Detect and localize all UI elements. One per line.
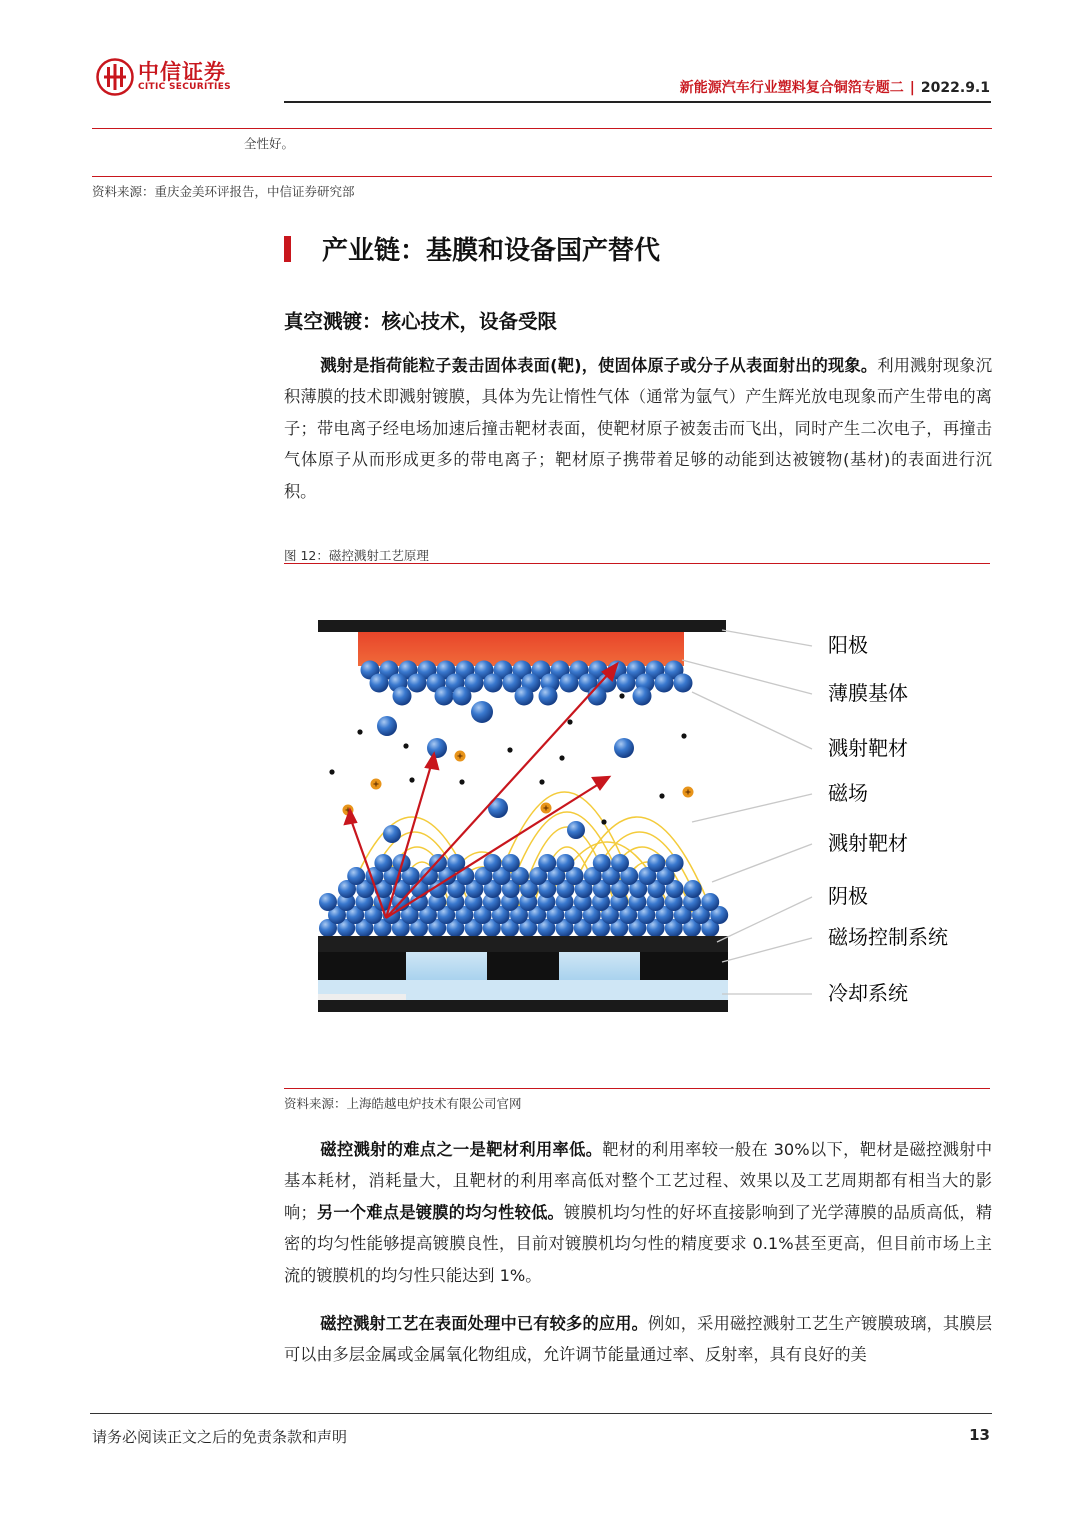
target-particles xyxy=(319,854,728,937)
target-particle xyxy=(556,854,574,872)
electron xyxy=(357,729,362,734)
substrate-particle xyxy=(539,687,558,706)
source-note-2: 资料来源：上海皓越电炉技术有限公司官网 xyxy=(284,1096,522,1111)
paragraph-2-text-2: 镀膜机均匀性的好坏直接影响到了光学薄膜的品质高低，精密的均匀性能够提高镀膜良性，目前对镀膜机均匀性的精度要求 0.1%甚至更高，但目前市场上主流的镀膜机的均匀性只能达到 1%。 xyxy=(284,1202,993,1285)
substrate-particle xyxy=(560,674,579,693)
leader-line xyxy=(717,897,812,942)
header-rule xyxy=(284,101,991,103)
sputtered-atom xyxy=(488,798,508,818)
figure-label: 磁场 xyxy=(828,781,868,805)
leader-line xyxy=(692,692,812,749)
section-title: 产业链：基膜和设备国产替代 xyxy=(322,236,661,266)
target-particle xyxy=(484,854,502,872)
figure-label: 阴极 xyxy=(828,884,868,908)
paragraph-1 xyxy=(284,350,992,507)
report-title-text: 新能源汽车行业塑料复合铜箔专题二 xyxy=(679,80,904,96)
electron xyxy=(403,743,408,748)
logo-chinese-name: 中信证券 xyxy=(138,60,226,84)
substrate-particle xyxy=(674,674,693,693)
paragraph-3 xyxy=(284,1308,992,1371)
substrate-particle xyxy=(655,674,674,693)
section-marker xyxy=(284,236,291,262)
magnetron-sputtering-diagram xyxy=(312,612,992,1032)
footer-rule xyxy=(90,1413,992,1414)
electron xyxy=(539,779,544,784)
electron xyxy=(681,733,686,738)
diagram-graphics xyxy=(318,620,812,1012)
paragraph-2-text-1: 靶材的利用率较一般在 30%以下，靶材是磁控溅射中基本耗材，消耗量大，且靶材的利用率高低对整个工艺过程、效果以及工艺周期都有相当大的影响； xyxy=(284,1140,993,1222)
electron xyxy=(459,779,464,784)
target-particle xyxy=(684,880,702,898)
figure-label: 磁场控制系统 xyxy=(828,925,948,949)
figure-bottom-rule xyxy=(284,1088,990,1089)
electron xyxy=(329,769,334,774)
figure-label: 阳极 xyxy=(828,633,868,657)
source-note-1: 资料来源：重庆金美环评报告，中信证券研究部 xyxy=(92,184,355,199)
electron xyxy=(567,719,572,724)
leader-line xyxy=(722,938,812,962)
leader-line xyxy=(692,794,812,822)
electron xyxy=(659,793,664,798)
figure-caption: 图 12：磁控溅射工艺原理 xyxy=(284,548,429,563)
citic-logo-icon xyxy=(96,58,134,96)
paragraph-2-bold-1: 磁控溅射的难点之一是靶材利用率低。 xyxy=(320,1140,603,1159)
electron xyxy=(559,755,564,760)
target-particle xyxy=(701,893,719,911)
logo-english-name: CITIC SECURITIES xyxy=(138,82,231,92)
title-separator: | xyxy=(909,80,915,96)
paragraph-3-bold: 磁控溅射工艺在表面处理中已有较多的应用。 xyxy=(320,1314,649,1333)
paragraph-1-bold: 溅射是指荷能粒子轰击固体表面(靶)，使固体原子或分子从表面射出的现象。 xyxy=(320,356,878,375)
target-particle xyxy=(319,893,337,911)
target-particle xyxy=(647,854,665,872)
paragraph-2 xyxy=(284,1134,992,1291)
figure-top-rule xyxy=(284,563,990,564)
substrate-particle xyxy=(588,687,607,706)
substrate-particle xyxy=(453,687,472,706)
electron xyxy=(619,693,624,698)
table-bottom-rule xyxy=(92,176,992,177)
substrate-particles xyxy=(361,661,693,706)
substrate-particle xyxy=(484,674,503,693)
figure-label: 冷却系统 xyxy=(828,981,908,1005)
substrate-particle xyxy=(393,687,412,706)
target-particle xyxy=(611,854,629,872)
target-particle xyxy=(538,854,556,872)
report-date: 2022.9.1 xyxy=(920,80,990,96)
free-particles xyxy=(329,693,693,843)
magnet-right xyxy=(640,952,728,980)
bottom-plate xyxy=(318,1000,728,1012)
target-particle xyxy=(593,854,611,872)
substrate-particle xyxy=(617,674,636,693)
target-particle xyxy=(502,854,520,872)
target-particle xyxy=(347,867,365,885)
electron xyxy=(601,819,606,824)
sputtered-atom xyxy=(383,825,401,843)
magnet-center xyxy=(487,952,559,980)
top-plate xyxy=(318,620,726,632)
paragraph-3-text: 例如，采用磁控溅射工艺生产镀膜玻璃，其膜层可以由多层金属或金属氧化物组成，允许调节能量通过率、反射率，具有良好的美 xyxy=(284,1314,993,1365)
base-highlight xyxy=(318,994,406,1000)
electron xyxy=(409,777,414,782)
leader-line xyxy=(712,844,812,882)
page-number: 13 xyxy=(969,1426,990,1444)
paragraph-1-text: 利用溅射现象沉积薄膜的技术即溅射镀膜，具体为先让惰性气体（通常为氩气）产生辉光放电现象而产生带电的离子；带电离子经电场加速后撞击靶材表面，使靶材原子被轰击而飞出，同时产生二次电子，再撞击气体原子从而形成更多的带电离子；靶材原子携带着足够的动能到达被镀物(基材)的表面进行沉积。 xyxy=(284,356,993,501)
electron xyxy=(507,747,512,752)
footer-disclaimer: 请务必阅读正文之后的免责条款和声明 xyxy=(92,1428,348,1446)
substrate-particle xyxy=(435,687,454,706)
report-title xyxy=(680,77,990,97)
table-fragment-text: 全性好。 xyxy=(244,136,295,151)
sputtered-atom xyxy=(427,738,447,758)
cathode-plate xyxy=(318,936,728,952)
leader-line xyxy=(682,660,812,694)
substrate-particle xyxy=(408,674,427,693)
paragraph-2-bold-2: 另一个难点是镀膜的均匀性较低。 xyxy=(316,1202,565,1222)
figure-label: 薄膜基体 xyxy=(828,681,908,705)
substrate-particle xyxy=(515,687,534,706)
sputtered-atom xyxy=(614,738,634,758)
substrate-particle xyxy=(633,687,652,706)
sub-title: 真空溅镀：核心技术，设备受限 xyxy=(284,310,558,333)
figure-labels xyxy=(828,633,948,1005)
target-particle xyxy=(666,854,684,872)
figure-label: 溅射靶材 xyxy=(828,831,908,855)
figure-label: 溅射靶材 xyxy=(828,736,908,760)
table-top-rule xyxy=(92,128,992,129)
sputtered-atom xyxy=(471,701,493,723)
sputtered-atom xyxy=(377,716,397,736)
target-particle xyxy=(374,854,392,872)
leader-line xyxy=(722,630,812,646)
sputtered-atom xyxy=(567,821,585,839)
magnet-left xyxy=(318,952,406,980)
substrate-particle xyxy=(370,674,389,693)
